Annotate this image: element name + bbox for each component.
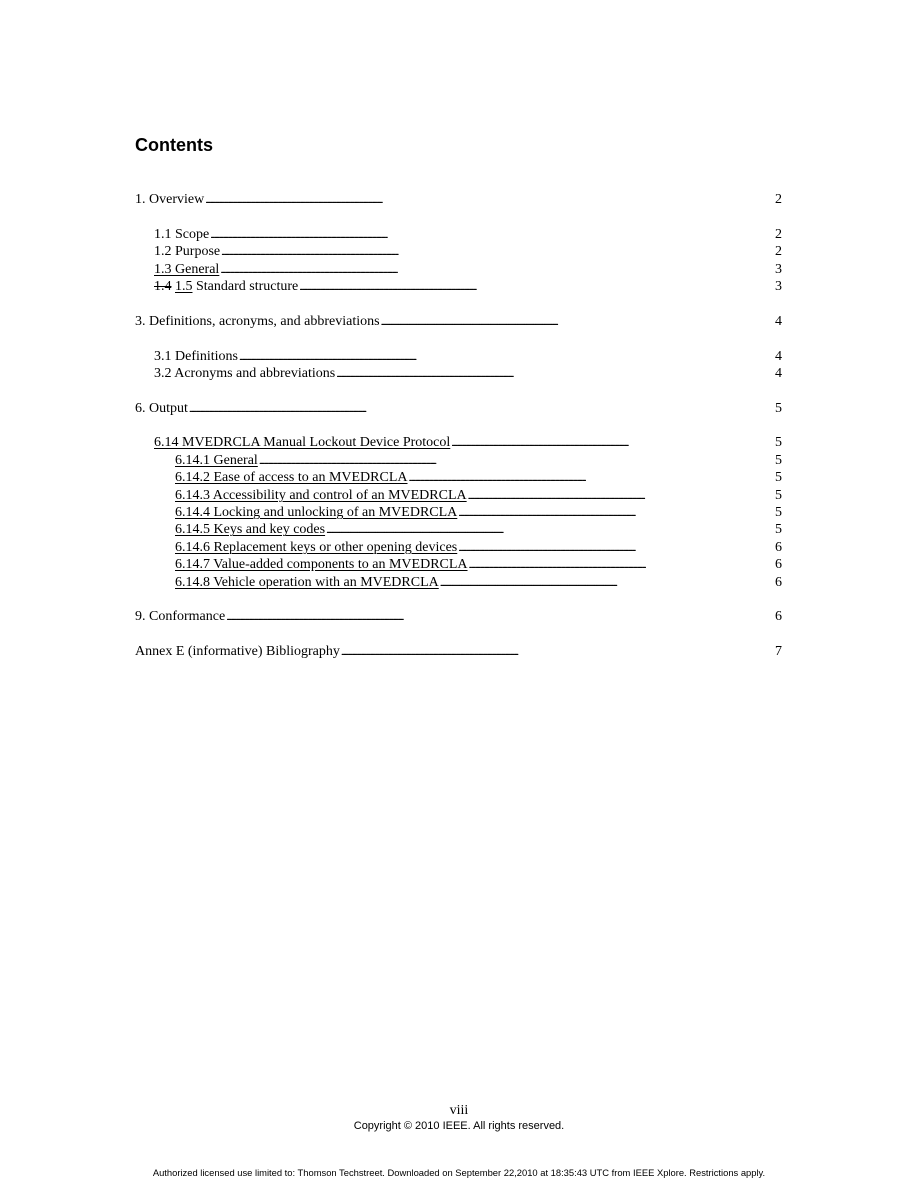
toc-entry-label xyxy=(175,521,326,538)
toc-page-number: 5 xyxy=(775,505,782,521)
toc-dot-leader xyxy=(210,227,774,243)
toc-spacer xyxy=(135,626,782,643)
toc-spacer xyxy=(135,208,782,225)
toc-entry-value-added[interactable] xyxy=(135,556,782,573)
toc-page-number: 3 xyxy=(775,278,782,294)
copyright-notice: Copyright © 2010 IEEE. All rights reserved. xyxy=(353,1120,565,1132)
toc-entry-acronyms[interactable] xyxy=(135,365,782,382)
table-of-contents xyxy=(135,191,782,661)
toc-entry-accessibility[interactable] xyxy=(135,487,782,504)
toc-entry-definitions-section[interactable] xyxy=(135,313,782,330)
toc-page-number: 5 xyxy=(775,470,782,486)
toc-spacer xyxy=(135,295,782,312)
toc-entry-label xyxy=(175,574,440,591)
toc-entry-locking[interactable] xyxy=(135,504,782,521)
toc-entry-label: 9. Conformance xyxy=(135,609,226,625)
toc-spacer xyxy=(135,330,782,347)
toc-entry-overview[interactable] xyxy=(135,191,782,208)
toc-entry-label: 1.2 Purpose xyxy=(154,244,221,260)
toc-spacer xyxy=(135,417,782,434)
toc-dot-leader xyxy=(458,505,774,521)
toc-page-number: 6 xyxy=(775,557,782,573)
toc-entry-bibliography[interactable] xyxy=(135,643,782,660)
toc-entry-standard-structure[interactable] xyxy=(135,278,782,295)
toc-entry-definitions[interactable] xyxy=(135,348,782,365)
toc-page-number: 5 xyxy=(775,522,782,538)
inserted-text: 6.14.7 Value-added components to an MVEDRCLA xyxy=(175,557,468,573)
toc-dot-leader xyxy=(299,279,774,295)
inserted-text: 6.14.8 Vehicle operation with an MVEDRCLA xyxy=(175,574,439,590)
toc-page-number: 6 xyxy=(775,574,782,590)
inserted-text: 1.3 General xyxy=(154,261,220,277)
toc-page-number: 3 xyxy=(775,261,782,277)
toc-dot-leader xyxy=(451,435,774,451)
toc-entry-ease-of-access[interactable] xyxy=(135,469,782,486)
inserted-text: 6.14.5 Keys and key codes xyxy=(175,522,326,538)
toc-entry-label xyxy=(175,469,409,486)
toc-entry-protocol[interactable] xyxy=(135,434,782,451)
toc-entry-label: 3.1 Definitions xyxy=(154,348,238,364)
toc-entry-label xyxy=(175,556,469,573)
toc-page-number: 6 xyxy=(775,609,782,625)
toc-dot-leader xyxy=(409,470,774,486)
license-notice: Authorized licensed use limited to: Thomson Techstreet. Downloaded on September 22,2010 at 18:35:43 UTC from IEEE Xplore. Restrictions apply. xyxy=(152,1167,766,1178)
toc-entry-protocol-general[interactable] xyxy=(135,452,782,469)
toc-entry-title: Standard structure xyxy=(196,278,299,294)
toc-entry-vehicle-operation[interactable] xyxy=(135,574,782,591)
toc-entry-label xyxy=(154,261,220,278)
deleted-section-number: 1.4 xyxy=(154,278,172,294)
inserted-text: 6.14.4 Locking and unlocking of an MVEDRCLA xyxy=(175,505,458,521)
toc-page-number: 6 xyxy=(775,539,782,555)
toc-entry-label: 3. Definitions, acronyms, and abbreviations xyxy=(135,313,380,329)
toc-page-number: 4 xyxy=(775,348,782,364)
toc-dot-leader xyxy=(221,244,774,260)
toc-entry-replacement[interactable] xyxy=(135,539,782,556)
toc-page-number: 4 xyxy=(775,313,782,329)
toc-dot-leader xyxy=(189,401,774,417)
page-title: Contents xyxy=(135,135,213,155)
toc-entry-general[interactable] xyxy=(135,261,782,278)
page-number: viii xyxy=(449,1103,469,1118)
toc-page-number: 2 xyxy=(775,192,782,207)
toc-entry-label xyxy=(175,504,458,521)
toc-dot-leader xyxy=(226,609,774,625)
toc-page-number: 5 xyxy=(775,487,782,503)
toc-page-number: 5 xyxy=(775,452,782,468)
toc-entry-label xyxy=(175,452,259,469)
inserted-text: 6.14.6 Replacement keys or other opening devices xyxy=(175,539,458,555)
toc-dot-leader xyxy=(381,314,774,330)
toc-page-number: 5 xyxy=(775,435,782,451)
toc-entry-label: 1.1 Scope xyxy=(154,226,210,242)
inserted-text: 6.14.3 Accessibility and control of an MVEDRCLA xyxy=(175,487,467,503)
inserted-text: 6.14.2 Ease of access to an MVEDRCLA xyxy=(175,470,408,486)
toc-entry-purpose[interactable] xyxy=(135,243,782,260)
toc-page-number: 2 xyxy=(775,244,782,260)
toc-dot-leader xyxy=(468,488,774,504)
toc-entry-label xyxy=(154,278,299,295)
toc-dot-leader xyxy=(259,453,774,469)
toc-dot-leader xyxy=(341,644,774,660)
inserted-text: 6.14.1 General xyxy=(175,452,258,468)
toc-entry-label xyxy=(175,539,458,556)
toc-dot-leader xyxy=(469,557,774,573)
toc-dot-leader xyxy=(239,349,774,365)
toc-entry-label: 1. Overview xyxy=(135,192,205,207)
toc-entry-output[interactable] xyxy=(135,400,782,417)
toc-entry-label xyxy=(175,487,468,504)
toc-entry-conformance[interactable] xyxy=(135,608,782,625)
inserted-text: 6.14 MVEDRCLA Manual Lockout Device Protocol xyxy=(154,435,451,451)
toc-entry-label: 3.2 Acronyms and abbreviations xyxy=(154,365,336,381)
toc-entry-label xyxy=(154,434,451,451)
toc-entry-keys[interactable] xyxy=(135,521,782,538)
toc-entry-label: Annex E (informative) Bibliography xyxy=(135,644,340,660)
toc-page-number: 5 xyxy=(775,400,782,416)
toc-page-number: 2 xyxy=(775,226,782,242)
toc-dot-leader xyxy=(220,262,774,278)
toc-spacer xyxy=(135,591,782,608)
toc-entry-label: 6. Output xyxy=(135,400,188,416)
toc-page-number: 4 xyxy=(775,365,782,381)
inserted-section-number: 1.5 xyxy=(175,278,193,294)
toc-dot-leader xyxy=(205,192,774,208)
toc-page-number: 7 xyxy=(775,644,782,660)
toc-spacer xyxy=(135,382,782,399)
toc-dot-leader xyxy=(458,540,774,556)
toc-dot-leader xyxy=(326,522,774,538)
toc-entry-scope[interactable] xyxy=(135,226,782,243)
toc-dot-leader xyxy=(336,366,774,382)
toc-dot-leader xyxy=(440,575,774,591)
